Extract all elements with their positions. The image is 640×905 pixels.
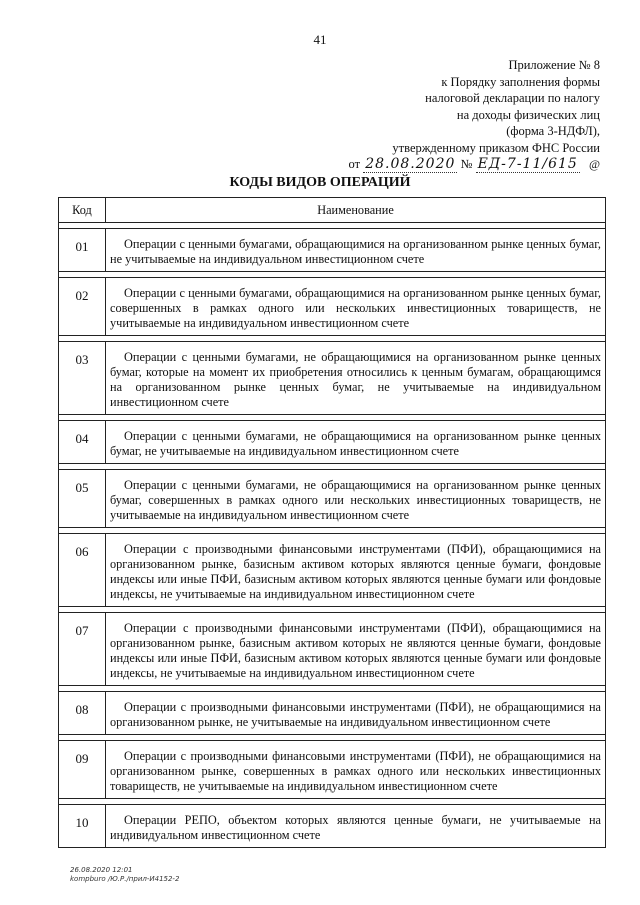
header-name: Наименование	[106, 198, 606, 223]
order-date-number	[330, 156, 600, 173]
operation-code: 01	[59, 229, 106, 272]
operation-code: 07	[59, 613, 106, 686]
at-mark: @	[588, 157, 600, 171]
operation-name: Операции с ценными бумагами, не обращающимися на организованном рынке ценных бумаг, не учитываемые на индивидуальном инвестиционном счете	[106, 421, 606, 464]
operation-code: 10	[59, 805, 106, 848]
appendix-line: утвержденному приказом ФНС России	[392, 140, 600, 155]
operation-name: Операции с ценными бумагами, не обращающимися на организованном рынке ценных бумаг, совершенных в рамках одного или нескольких инвестиционных товариществ, не учитываемые на индивидуальном инвестиционном счете	[106, 470, 606, 528]
table-row	[59, 470, 606, 528]
table-row	[59, 741, 606, 799]
order-number: ЕД-7-11/615	[477, 156, 578, 172]
operation-name: Операции с производными финансовыми инструментами (ПФИ), не обращающимися на организованном рынке, совершенных в рамках одного или нескольких инвестиционных товариществ, не учитываемые на индивидуальном инвестиционном счете	[106, 741, 606, 799]
table-row	[59, 421, 606, 464]
operation-code: 04	[59, 421, 106, 464]
operation-codes-table	[58, 197, 606, 848]
appendix-line: к Порядку заполнения формы	[441, 74, 600, 89]
appendix-line: на доходы физических лиц	[456, 107, 600, 122]
header-code: Код	[59, 198, 106, 223]
table-row	[59, 342, 606, 415]
order-date: 28.08.2020	[365, 156, 456, 172]
table-row	[59, 278, 606, 336]
appendix-line: Приложение № 8	[508, 58, 600, 72]
operation-code: 05	[59, 470, 106, 528]
table-row	[59, 692, 606, 735]
page-number: 41	[313, 32, 327, 47]
operation-code: 08	[59, 692, 106, 735]
table-row	[59, 613, 606, 686]
table-row	[59, 534, 606, 607]
operation-name: Операции с производными финансовыми инструментами (ПФИ), обращающимися на организованном рынке, базисным активом которых не являются ценные бумаги, фондовые индексы или иные ПФИ, базисным активом которых являются ценные бумаги или фондовые индексы, не учитываемые на индивидуальном инвестиционном счете	[106, 613, 606, 686]
appendix-line: налоговой декларации по налогу	[425, 91, 600, 105]
operation-name: Операции с ценными бумагами, не обращающимися на организованном рынке ценных бумаг, которые на момент их приобретения относились к ценным бумагам, обращающимся на организованном рынке ценных бумаг, не учитываемые на индивидуальном инвестиционном счете	[106, 342, 606, 415]
operation-name: Операции с производными финансовыми инструментами (ПФИ), обращающимися на организованном рынке, базисным активом которых являются ценные бумаги, фондовые индексы или иные ПФИ, базисным активом которых являются ценные бумаги или фондовые индексы, не учитываемые на индивидуальном инвестиционном счете	[106, 534, 606, 607]
date-prefix: от	[348, 157, 361, 171]
table-row	[59, 805, 606, 848]
table-header-row	[59, 198, 606, 223]
operation-name: Операции с ценными бумагами, обращающимися на организованном рынке ценных бумаг, не учитываемые на индивидуальном инвестиционном счете	[106, 229, 606, 272]
operation-name: Операции с производными финансовыми инструментами (ПФИ), не обращающимися на организованном рынке, не учитываемые на индивидуальном инвестиционном счете	[106, 692, 606, 735]
operation-name: Операции с ценными бумагами, обращающимися на организованном рынке ценных бумаг, совершенных в рамках одного или нескольких инвестиционных товариществ, не учитываемые на индивидуальном инвестиционном счете	[106, 278, 606, 336]
print-footer	[70, 866, 179, 884]
table-row	[59, 229, 606, 272]
operation-code: 03	[59, 342, 106, 415]
operation-name: Операции РЕПО, объектом которых являются ценные бумаги, не учитываемые на индивидуальном инвестиционном счете	[106, 805, 606, 848]
operation-code: 09	[59, 741, 106, 799]
operation-code: 06	[59, 534, 106, 607]
operation-code: 02	[59, 278, 106, 336]
appendix-line: (форма 3-НДФЛ),	[506, 124, 600, 138]
appendix-header	[330, 57, 600, 173]
footer-path: kompburo /Ю.Р./прил-И4152-2	[70, 875, 180, 883]
footer-timestamp: 26.08.2020 12:01	[70, 866, 133, 874]
document-title: КОДЫ ВИДОВ ОПЕРАЦИЙ	[229, 175, 411, 190]
number-prefix: №	[460, 157, 473, 171]
